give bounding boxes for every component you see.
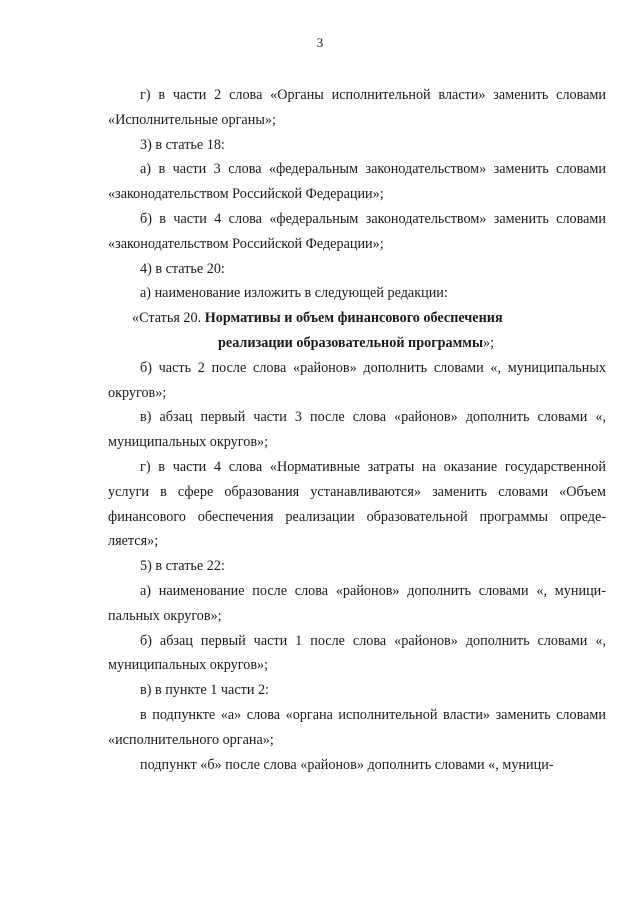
heading-prefix: «Статья 20. [132, 310, 205, 327]
paragraph: б) в части 4 слова «федеральным законодательством» заменить словами «законодательством Российской Федерации»; [108, 210, 606, 252]
paragraph: 3) в статье 18: [140, 136, 225, 153]
paragraph: а) наименование после слова «районов» дополнить словами «, муниципальных округов»; [108, 582, 606, 624]
document-body [108, 83, 606, 777]
paragraph: в подпункте «а» слова «органа исполнительной власти» заменить словами «исполнительного органа»; [108, 706, 606, 748]
heading-title-line2: реализации образовательной программы [218, 334, 484, 351]
paragraph: б) часть 2 после слова «районов» дополнить словами «, муниципальных округов»; [108, 359, 606, 401]
heading-title-line1: Нормативы и объем финансового обеспечения [204, 310, 503, 327]
paragraph: б) абзац первый части 1 после слова «районов» дополнить словами «, муниципальных округов»; [108, 632, 606, 674]
article-heading-continued [108, 331, 606, 356]
paragraph: подпункт «б» после слова «районов» дополнить словами «, муници- [140, 756, 554, 773]
paragraph: в) в пункте 1 части 2: [140, 682, 269, 699]
paragraph: а) наименование изложить в следующей редакции: [140, 285, 448, 302]
paragraph: а) в части 3 слова «федеральным законодательством» заменить словами «законодательством Российской Федерации»; [108, 161, 606, 203]
paragraph: г) в части 2 слова «Органы исполнительной власти» заменить словами «Исполнительные органы»; [108, 87, 606, 128]
paragraph: 4) в статье 20: [140, 260, 225, 277]
paragraph: в) абзац первый части 3 после слова «районов» дополнить словами «, муниципальных округов»; [108, 409, 606, 451]
paragraph: г) в части 4 слова «Нормативные затраты на оказание государственной услуги в сфере образования устанавливаются» заменить словами «Объем финансового обеспечения реализации образовательной программы определяется»; [108, 458, 606, 550]
heading-suffix: »; [483, 334, 495, 351]
paragraph: 5) в статье 22: [140, 558, 225, 575]
page-number: 3 [316, 35, 324, 50]
article-heading [108, 306, 606, 331]
